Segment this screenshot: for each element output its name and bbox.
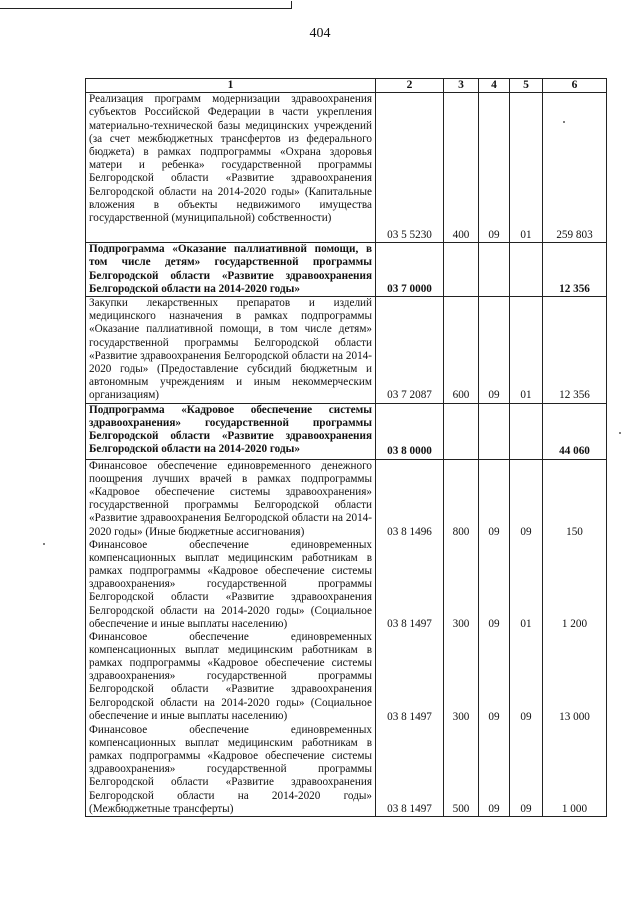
- scan-speck: [43, 543, 45, 545]
- row-rz-group: [479, 459, 510, 817]
- row-pr: 01: [510, 93, 543, 243]
- row-pr: 09: [520, 803, 532, 816]
- row-pr: [510, 243, 543, 297]
- column-header: 3: [444, 79, 479, 93]
- row-code-group: [376, 459, 444, 817]
- column-header: 6: [543, 79, 607, 93]
- row-pr: 09: [520, 525, 532, 538]
- row-pr: [510, 403, 543, 459]
- scan-speck: [619, 432, 621, 434]
- row-rz: 09: [488, 711, 500, 724]
- row-amount: 259 803: [543, 93, 607, 243]
- row-amount: 13 000: [559, 711, 590, 724]
- row-rz: 09: [488, 803, 500, 816]
- row-amount-group: [543, 459, 607, 817]
- row-code: 03 8 0000: [376, 403, 444, 459]
- row-vr: 400: [444, 93, 479, 243]
- row-code: 03 7 0000: [376, 243, 444, 297]
- row-description: Финансовое обеспечение единовременных компенсационных выплат медицинским работникам в рамках подпрограммы «Кадровое обеспечение системы здравоохранения» государственной программы Белгородской области «Развитие здравоохранения Белгородской области на 2014-2020 годы» (Социальное обеспечение и иные выплаты населению): [89, 538, 372, 630]
- row-vr: 300: [452, 617, 470, 630]
- row-code: 03 8 1497: [387, 711, 432, 724]
- column-header: 5: [510, 79, 543, 93]
- column-header: 2: [376, 79, 444, 93]
- column-header: 4: [479, 79, 510, 93]
- row-amount: 12 356: [543, 243, 607, 297]
- row-rz: 09: [479, 93, 510, 243]
- row-code: 03 7 2087: [376, 297, 444, 404]
- row-code: 03 8 1497: [387, 617, 432, 630]
- row-description: Финансовое обеспечение единовременных компенсационных выплат медицинским работникам в рамках подпрограммы «Кадровое обеспечение системы здравоохранения» государственной программы Белгородской области «Развитие здравоохранения Белгородской области на 2014-2020 годы» (Социальное обеспечение и иные выплаты населению): [89, 630, 372, 722]
- row-amount: 150: [566, 525, 583, 538]
- row-pr: 01: [510, 297, 543, 404]
- page-number: 404: [309, 26, 331, 41]
- row-code: 03 8 1497: [387, 803, 432, 816]
- row-pr: 09: [520, 711, 532, 724]
- row-description: Подпрограмма «Кадровое обеспечение системы здравоохранения» государственной программы Белгородской области «Развитие здравоохранения Белгородской области на 2014-2020 годы»: [86, 403, 376, 459]
- column-header: 1: [86, 79, 376, 93]
- row-vr: [444, 403, 479, 459]
- row-vr: [444, 243, 479, 297]
- row-description: Закупки лекарственных препаратов и изделий медицинского назначения в рамках подпрограммы «Оказание паллиативной помощи, в том числе детям» государственной программы Белгородской области «Развитие здравоохранения Белгородской области на 2014-2020 годы» (Предоставление субсидий бюджетным и автономным учреждениям и иным некоммерческим организациям): [86, 297, 376, 404]
- row-rz: [479, 403, 510, 459]
- row-amount: 44 060: [543, 403, 607, 459]
- row-pr: 01: [520, 617, 532, 630]
- table-row: [86, 93, 607, 243]
- row-code: 03 8 1496: [387, 525, 432, 538]
- table-row-subprogram: [86, 243, 607, 297]
- row-pr-group: [510, 459, 543, 817]
- row-vr: 500: [452, 803, 470, 816]
- row-rz: 09: [479, 297, 510, 404]
- table-header-row: [86, 79, 607, 93]
- row-rz: 09: [488, 617, 500, 630]
- row-description-group: [86, 459, 376, 817]
- scan-corner-mark: [0, 8, 292, 9]
- table-row-group: [86, 459, 607, 817]
- row-description: Реализация программ модернизации здравоохранения субъектов Российской Федерации в части укрепления материально-технической базы медицинских учреждений (за счет межбюджетных трансфертов из федерального бюджета) в рамках подпрограммы «Охрана здоровья матери и ребенка» государственной программы Белгородской области «Развитие здравоохранения Белгородской области на 2014-2020 годы» (Капитальные вложения в объекты недвижимого имущества государственной (муниципальной) собственности): [86, 93, 376, 243]
- row-description: Финансовое обеспечение единовременных компенсационных выплат медицинским работникам в рамках подпрограммы «Кадровое обеспечение системы здравоохранения» государственной программы Белгородской области «Развитие здравоохранения Белгородской области на 2014-2020 годы» (Межбюджетные трансферты): [89, 723, 372, 815]
- scan-speck: [563, 121, 565, 123]
- row-amount: 1 000: [561, 803, 588, 816]
- row-rz: 09: [488, 525, 500, 538]
- row-code: 03 5 5230: [376, 93, 444, 243]
- budget-table: [85, 78, 607, 817]
- row-rz: [479, 243, 510, 297]
- table-row: [86, 297, 607, 404]
- row-amount: 1 200: [561, 617, 588, 630]
- row-vr: 800: [452, 525, 470, 538]
- table-row-subprogram: [86, 403, 607, 459]
- row-description: Финансовое обеспечение единовременного денежного поощрения лучших врачей в рамках подпрограммы «Кадровое обеспечение системы здравоохранения» государственной программы Белгородской области «Развитие здравоохранения Белгородской области на 2014-2020 годы» (Иные бюджетные ассигнования): [89, 459, 372, 538]
- row-amount: 12 356: [543, 297, 607, 404]
- row-description: Подпрограмма «Оказание паллиативной помощи, в том числе детям» государственной программы Белгородской области «Развитие здравоохранения Белгородской области на 2014-2020 годы»: [86, 243, 376, 297]
- row-vr-group: [444, 459, 479, 817]
- row-vr: 300: [452, 711, 470, 724]
- row-vr: 600: [444, 297, 479, 404]
